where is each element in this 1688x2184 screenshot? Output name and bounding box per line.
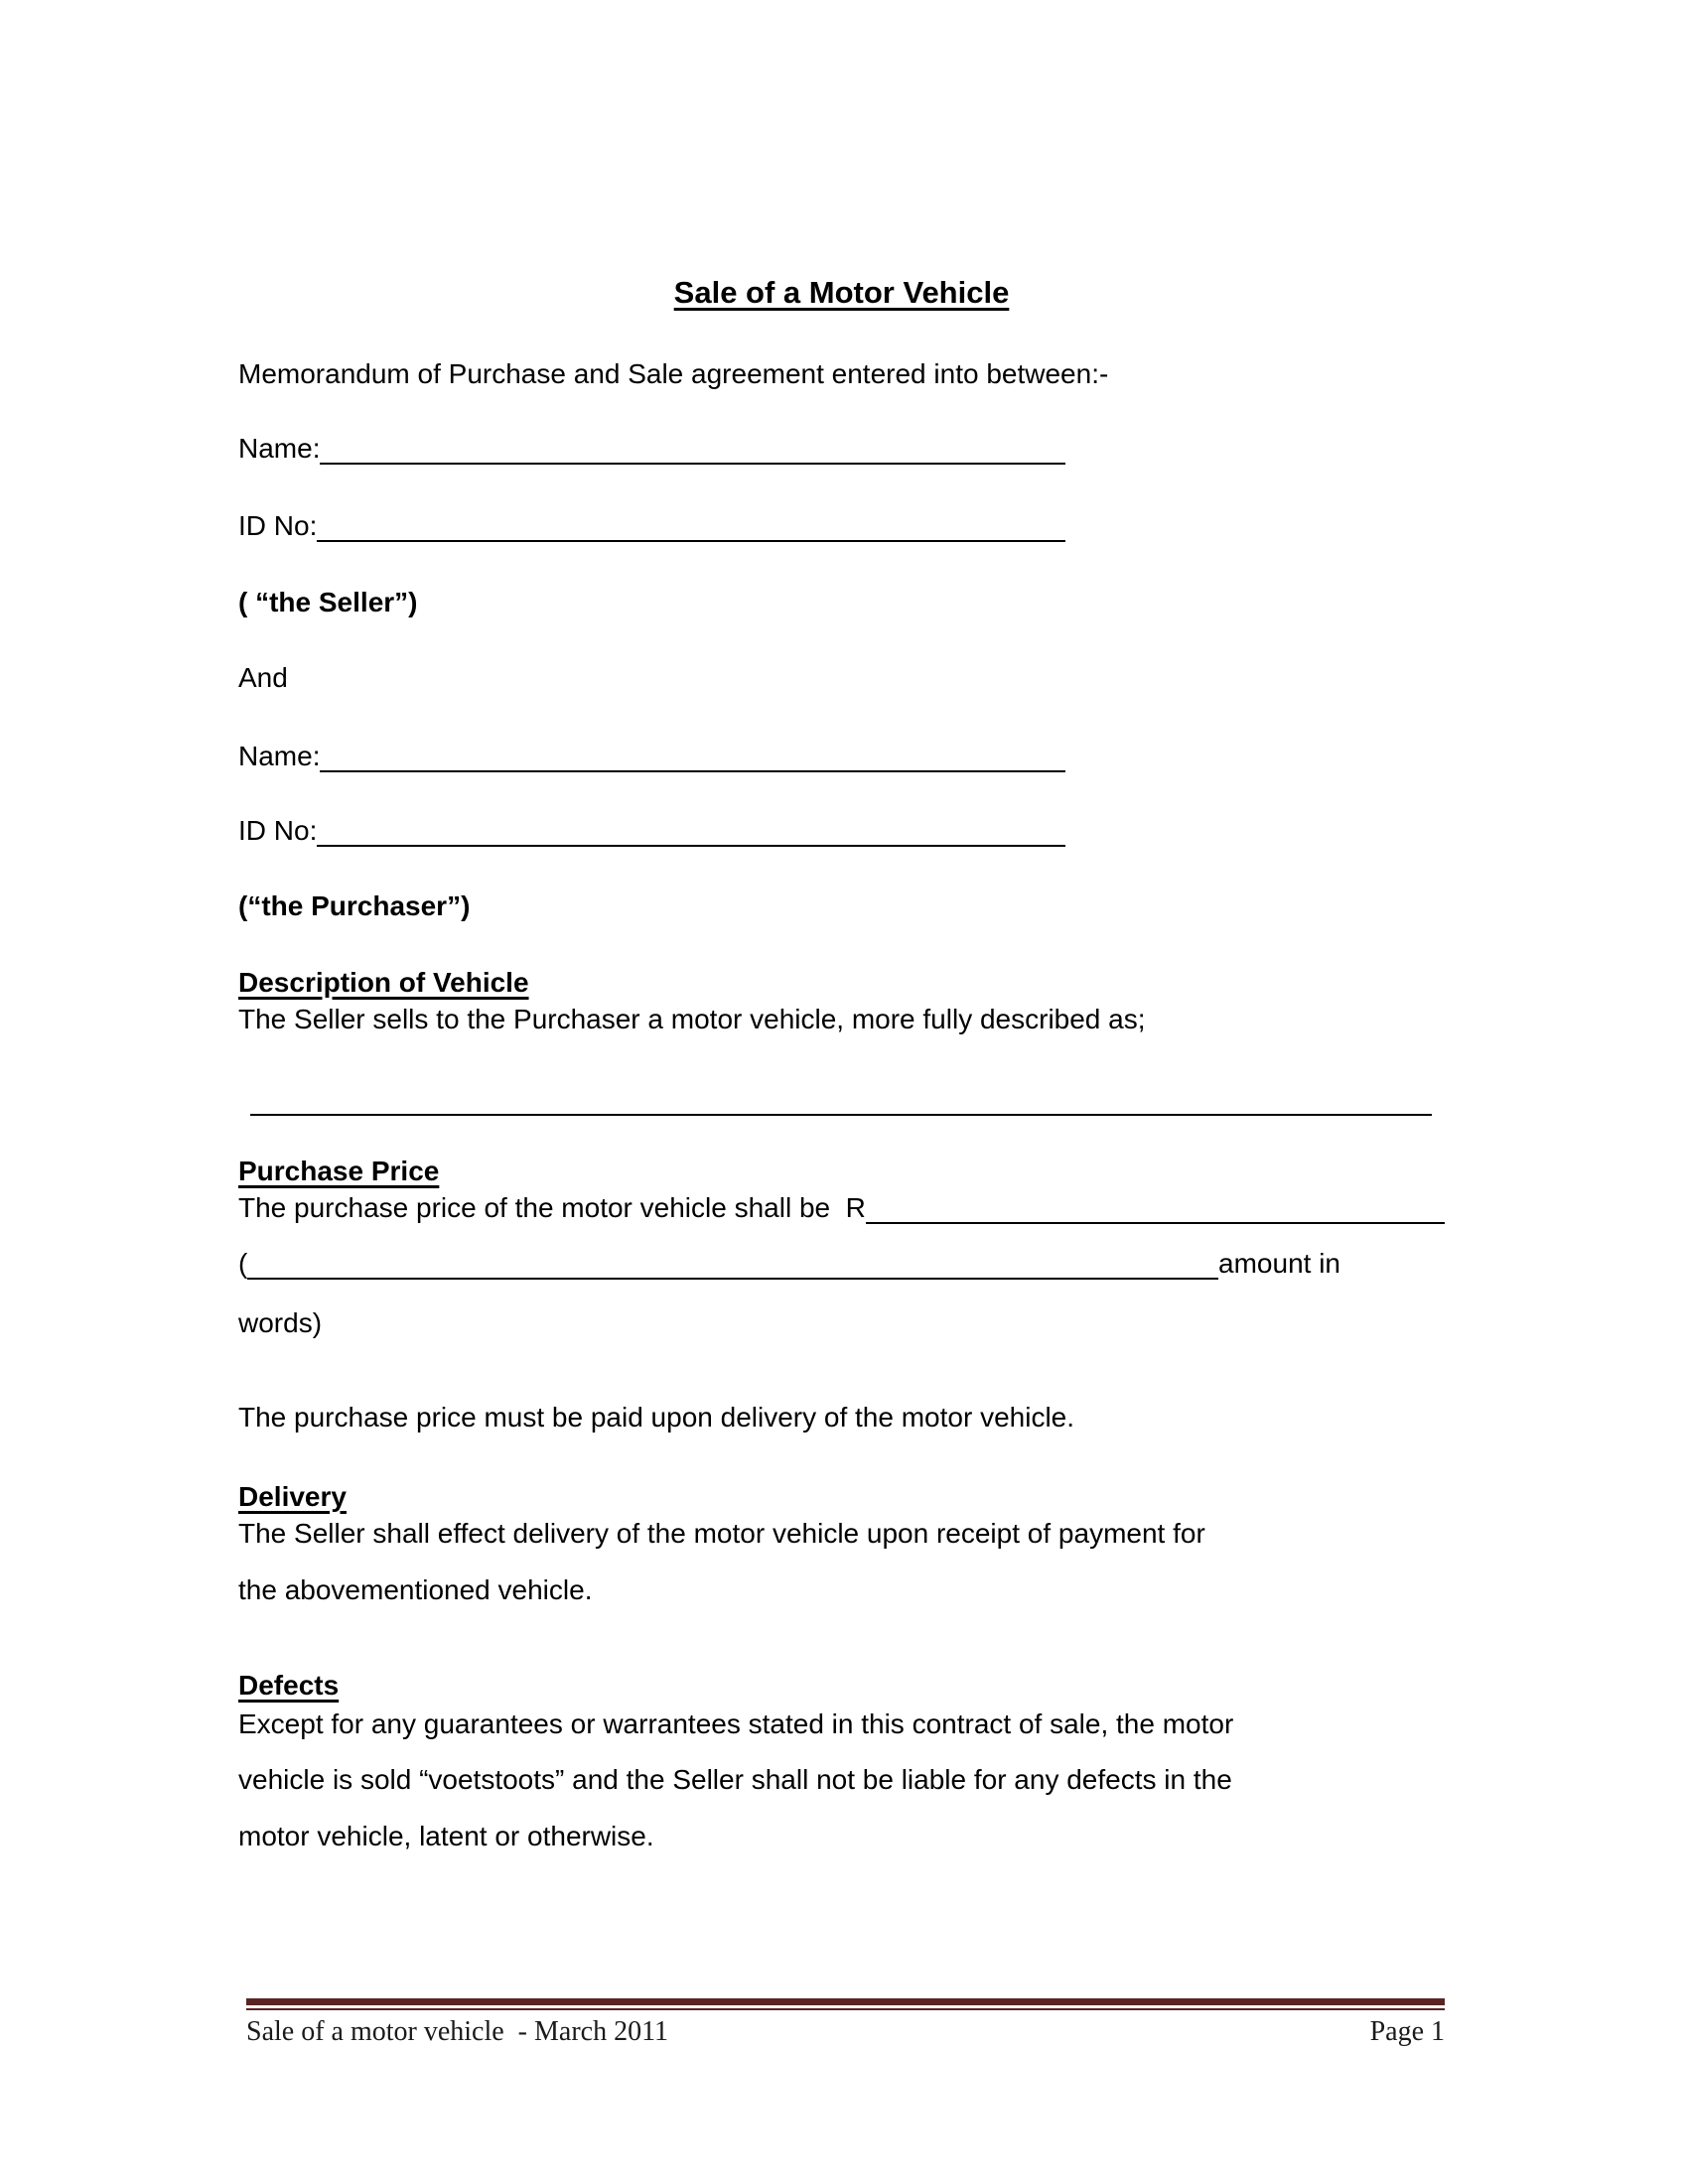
purchaser-name-label: Name: (238, 741, 321, 771)
purchase-price-amount-blank (866, 1192, 1445, 1224)
defects-body-line-1: Except for any guarantees or warrantees stated in this contract of sale, the motor (238, 1708, 1234, 1739)
amount-in-words-line (238, 1248, 1340, 1280)
purchaser-id-label: ID No: (238, 815, 318, 846)
footer-page-number: Page 1 (1369, 2016, 1445, 2047)
purchaser-name-line (238, 741, 1065, 772)
seller-tag: ( “the Seller”) (238, 587, 418, 617)
seller-name-label: Name: (238, 433, 321, 464)
purchase-price-heading: Purchase Price (238, 1156, 440, 1186)
defects-body-line-2: vehicle is sold “voetstoots” and the Seller shall not be liable for any defects in the (238, 1764, 1232, 1795)
seller-name-blank (320, 433, 1065, 465)
purchaser-id-line (238, 815, 1065, 847)
delivery-body-line-1: The Seller shall effect delivery of the motor vehicle upon receipt of payment for (238, 1518, 1205, 1549)
amount-in-label: amount in (1218, 1248, 1340, 1279)
purchaser-tag: (“the Purchaser”) (238, 890, 471, 921)
seller-name-line (238, 433, 1065, 465)
words-close-paren: words) (238, 1307, 323, 1338)
description-heading: Description of Vehicle (238, 967, 529, 998)
delivery-body-line-2: the abovementioned vehicle. (238, 1574, 593, 1605)
seller-id-label: ID No: (238, 510, 318, 541)
purchaser-id-blank (317, 815, 1065, 847)
footer-document-label: Sale of a motor vehicle - March 2011 (246, 2016, 669, 2047)
vehicle-description-blank (250, 1084, 1432, 1116)
document-title: Sale of a Motor Vehicle (673, 275, 1010, 310)
page-footer (246, 2016, 1445, 2048)
payment-note: The purchase price must be paid upon delivery of the motor vehicle. (238, 1402, 1075, 1433)
seller-id-line (238, 510, 1065, 542)
purchaser-name-blank (320, 741, 1065, 772)
seller-id-blank (317, 510, 1065, 542)
description-body: The Seller sells to the Purchaser a motor vehicle, more fully described as; (238, 1004, 1146, 1034)
amount-words-blank (247, 1248, 1218, 1280)
amount-open-paren: ( (238, 1248, 248, 1279)
conjunction-and: And (238, 662, 288, 693)
intro-paragraph: Memorandum of Purchase and Sale agreement entered into between:- (238, 358, 1109, 389)
defects-body-line-3: motor vehicle, latent or otherwise. (238, 1821, 654, 1851)
footer-rule (246, 1998, 1445, 2010)
delivery-heading: Delivery (238, 1481, 347, 1512)
purchase-price-line (238, 1192, 1445, 1224)
purchase-price-text: The purchase price of the motor vehicle shall be R (238, 1192, 866, 1223)
defects-heading: Defects (238, 1670, 340, 1701)
